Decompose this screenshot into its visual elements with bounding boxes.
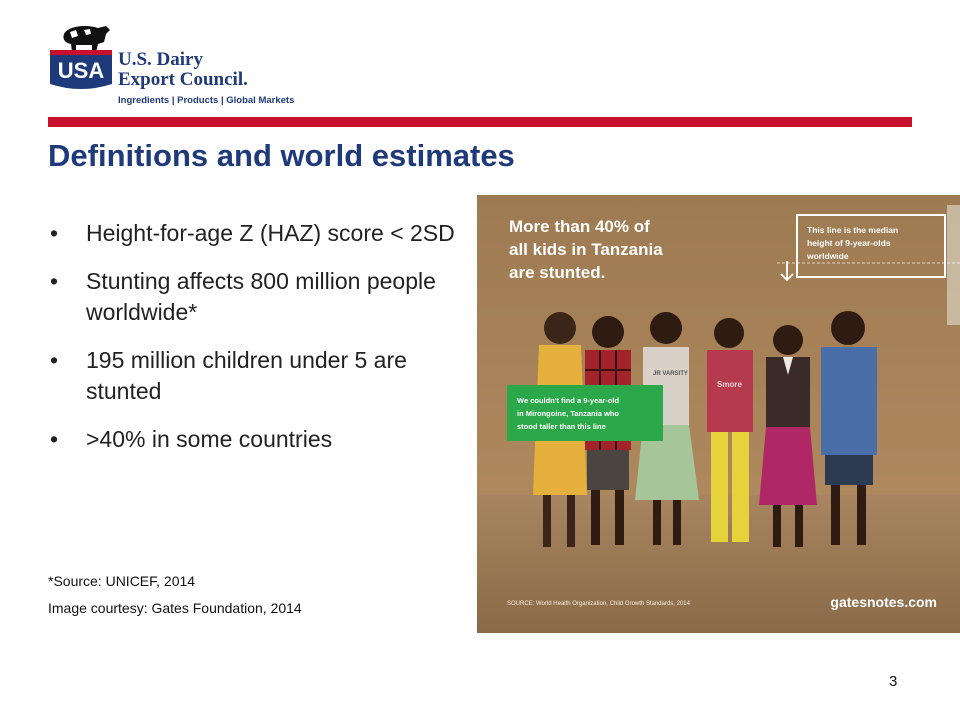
bullet-item: • Height-for-age Z (HAZ) score < 2SD <box>48 218 458 249</box>
shirt-text-1: JR VARSITY <box>653 371 688 377</box>
photo-headline-line-1: More than 40% of <box>509 217 650 236</box>
median-note-line-1: This line is the median <box>807 225 899 235</box>
median-note-line-2: height of 9-year-olds <box>807 238 891 248</box>
bullet-item: • >40% in some countries <box>48 424 458 455</box>
shirt-text-2: Smore <box>717 380 742 389</box>
slide-title: Definitions and world estimates <box>48 138 515 173</box>
green-note-line-2: in Mirongoine, Tanzania who <box>517 409 619 418</box>
usdec-logo <box>46 14 306 110</box>
bullet-list <box>48 218 458 472</box>
green-note-line-1: We couldn't find a 9-year-old <box>517 396 620 405</box>
image-credit: Image courtesy: Gates Foundation, 2014 <box>48 600 302 616</box>
photo-footer-brand: gatesnotes.com <box>830 594 937 610</box>
bullet-item: • Stunting affects 800 million people worldwide* <box>48 266 458 328</box>
title-divider <box>48 117 912 127</box>
photo-headline-line-3: are stunted. <box>509 263 606 282</box>
logo-badge-text: USA <box>57 58 105 83</box>
photo-headline-line-2: all kids in Tanzania <box>509 240 663 259</box>
median-note-line-3: worldwide <box>807 251 849 261</box>
page-number: 3 <box>889 673 898 690</box>
photo-footer-source: SOURCE: World Health Organization, Child Growth Standards, 2014 <box>507 601 690 607</box>
tanzania-children-photo <box>477 195 960 633</box>
source-notes <box>48 568 302 622</box>
bullet-item: • 195 million children under 5 are stunted <box>48 345 458 407</box>
green-note-line-3: stood taller than this line <box>517 422 606 431</box>
logo-line-1: U.S. Dairy <box>118 49 203 70</box>
logo-tagline: Ingredients | Products | Global Markets <box>118 95 295 106</box>
logo-line-2: Export Council. <box>118 69 248 90</box>
usa-badge-icon <box>46 14 126 94</box>
source-citation: *Source: UNICEF, 2014 <box>48 573 196 589</box>
